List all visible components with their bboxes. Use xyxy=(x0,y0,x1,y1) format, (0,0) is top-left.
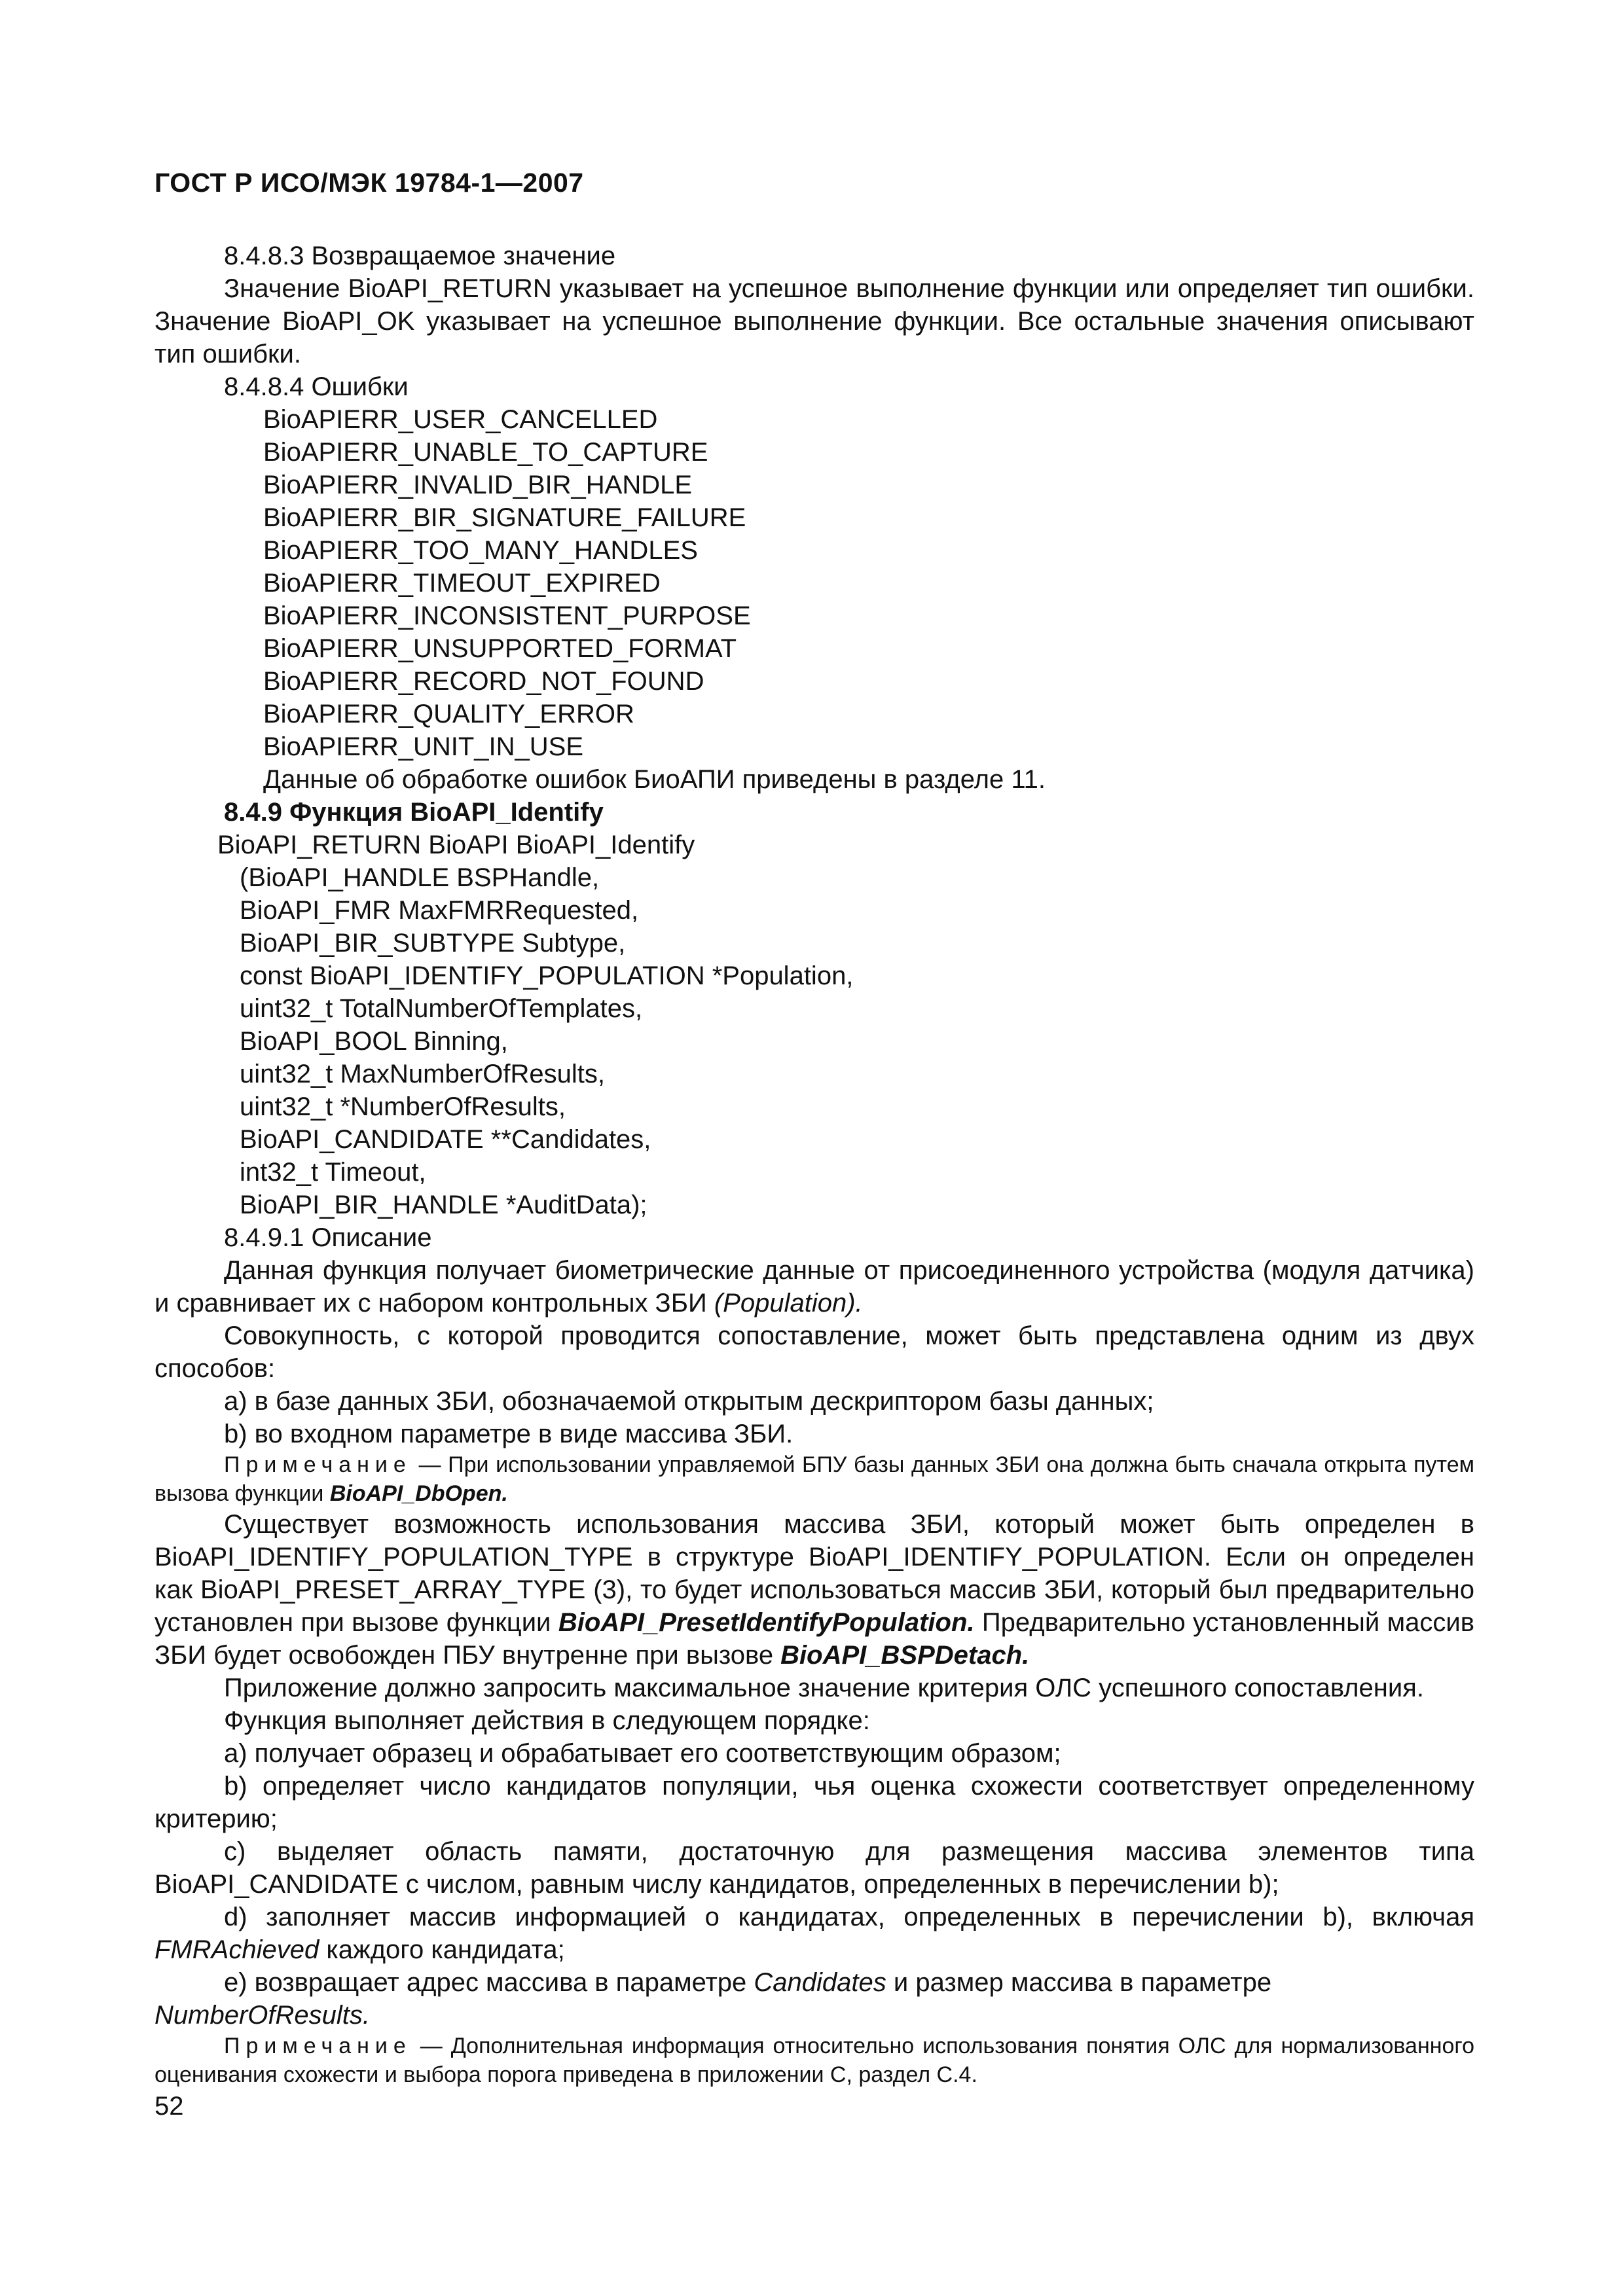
function-name: BioAPI_DbOpen. xyxy=(329,1481,508,1506)
option-b: b) во входном параметре в виде массива ЗБИ. xyxy=(224,1420,793,1448)
step-text: d) заполняет массив информацией о кандидатах, определенных в перечислении b), включая xyxy=(224,1903,1474,1931)
note-text: — При использовании управляемой БПУ базы данных ЗБИ она должна быть сначала открыта путем вызова функции xyxy=(155,1452,1474,1506)
step-text: каждого кандидата; xyxy=(319,1935,565,1964)
paragraph-text: Предварительно установленный массив ЗБИ будет освобожден ПБУ внутренне при вызове xyxy=(155,1608,1474,1670)
error-list xyxy=(155,403,1474,763)
parameter-line: BioAPI_BIR_SUBTYPE Subtype, xyxy=(240,929,626,958)
number-of-results-term: NumberOfResults. xyxy=(155,2001,370,2030)
note-text: — Дополнительная информация относительно использования понятия ОЛС для нормализованного оценивания схожести и выбора порога приведена в приложении С, раздел С.4. xyxy=(155,2034,1474,2087)
parameter-line: BioAPI_CANDIDATE **Candidates, xyxy=(240,1125,651,1154)
parameter-line: int32_t Timeout, xyxy=(240,1158,426,1187)
parameter-line: uint32_t *NumberOfResults, xyxy=(240,1092,566,1121)
parameter-line: BioAPI_BOOL Binning, xyxy=(240,1027,508,1056)
error-item: BioAPIERR_INVALID_BIR_HANDLE xyxy=(263,471,693,499)
section-8483-heading: 8.4.8.3 Возвращаемое значение xyxy=(224,242,616,270)
section-8483-body: Значение BioAPI_RETURN указывает на успешное выполнение функции или определяет тип ошибки. Значение BioAPI_OK указывает на успешное выполнение функции. Все остальные значения описывают тип ошибки. xyxy=(155,274,1474,368)
note-label: Примечание xyxy=(224,1452,412,1477)
note-fmr xyxy=(155,2032,1474,2089)
document-header: ГОСТ Р ИСО/МЭК 19784-1—2007 xyxy=(155,168,584,198)
error-item: BioAPIERR_UNSUPPORTED_FORMAT xyxy=(263,634,737,663)
description-paragraph xyxy=(155,1254,1474,1319)
parameter-line: BioAPI_BIR_HANDLE *AuditData); xyxy=(240,1191,647,1219)
error-item: BioAPIERR_TOO_MANY_HANDLES xyxy=(263,536,698,565)
error-item: BioAPIERR_TIMEOUT_EXPIRED xyxy=(263,569,661,598)
parameter-list xyxy=(155,861,1474,1221)
section-849-heading: 8.4.9 Функция BioAPI_Identify xyxy=(224,798,604,827)
function-signature: BioAPI_RETURN BioAPI BioAPI_Identify xyxy=(217,831,695,859)
error-handling-note: Данные об обработке ошибок БиоАПИ приведены в разделе 11. xyxy=(263,765,1046,794)
section-8484-heading: 8.4.8.4 Ошибки xyxy=(224,372,409,401)
population-term: (Population). xyxy=(714,1289,863,1318)
preset-array-paragraph xyxy=(155,1508,1474,1672)
fmr-request-paragraph: Приложение должно запросить максимальное значение критерия ОЛС успешного сопоставления. xyxy=(224,1674,1424,1702)
error-item: BioAPIERR_UNIT_IN_USE xyxy=(263,732,584,761)
function-name: BioAPI_BSPDetach. xyxy=(780,1641,1030,1670)
step-text: е) возвращает адрес массива в параметре xyxy=(224,1968,754,1997)
error-item: BioAPIERR_INCONSISTENT_PURPOSE xyxy=(263,601,751,630)
error-item: BioAPIERR_RECORD_NOT_FOUND xyxy=(263,667,704,696)
step-text: и размер массива в параметре xyxy=(886,1968,1272,1997)
section-8491-heading: 8.4.9.1 Описание xyxy=(224,1223,432,1252)
note-dbopen xyxy=(155,1450,1474,1508)
parameter-line: BioAPI_FMR MaxFMRRequested, xyxy=(240,896,639,925)
step-d xyxy=(155,1901,1474,1966)
error-item: BioAPIERR_QUALITY_ERROR xyxy=(263,700,634,728)
function-name: BioAPI_PresetIdentifyPopulation. xyxy=(558,1608,975,1637)
parameter-line: (BioAPI_HANDLE BSPHandle, xyxy=(240,863,600,892)
option-a: а) в базе данных ЗБИ, обозначаемой открытым дескриптором базы данных; xyxy=(224,1387,1154,1416)
error-item: BioAPIERR_USER_CANCELLED xyxy=(263,405,658,434)
parameter-line: uint32_t MaxNumberOfResults, xyxy=(240,1060,606,1088)
step-b: b) определяет число кандидатов популяции, чья оценка схожести соответствует определенному критерию; xyxy=(155,1772,1474,1833)
parameter-line: const BioAPI_IDENTIFY_POPULATION *Population, xyxy=(240,961,854,990)
population-paragraph: Совокупность, с которой проводится сопоставление, может быть представлена одним из двух способов: xyxy=(155,1321,1474,1383)
description-text: Данная функция получает биометрические данные от присоединенного устройства (модуля датчика) и сравнивает их с набором контрольных ЗБИ xyxy=(155,1256,1474,1318)
step-e xyxy=(155,1966,1474,2032)
candidates-term: Candidates xyxy=(754,1968,886,1997)
step-c: c) выделяет область памяти, достаточную для размещения массива элементов типа BioAPI_CANDIDATE с числом, равным числу кандидатов, определенных в перечислении b); xyxy=(155,1837,1474,1899)
error-item: BioAPIERR_BIR_SIGNATURE_FAILURE xyxy=(263,503,746,532)
steps-intro: Функция выполняет действия в следующем порядке: xyxy=(224,1706,870,1735)
fmr-achieved-term: FMRAchieved xyxy=(155,1935,319,1964)
page-number: 52 xyxy=(155,2092,184,2121)
note-label: Примечание xyxy=(224,2034,412,2058)
paragraph-text: Существует возможность использования массива ЗБИ, который может быть определен в BioAPI_IDENTIFY_POPULATION_TYPE в структуре BioAPI_IDENTIFY_POPULATION. Если он определен как BioAPI_PRESET_ARRAY_TYPE (3), то будет использоваться массив ЗБИ, который был предварительно установлен при вызове функции xyxy=(155,1510,1474,1637)
step-a: а) получает образец и обрабатывает его соответствующим образом; xyxy=(224,1739,1061,1768)
parameter-line: uint32_t TotalNumberOfTemplates, xyxy=(240,994,643,1023)
document-body xyxy=(155,240,1474,2089)
error-item: BioAPIERR_UNABLE_TO_CAPTURE xyxy=(263,438,708,467)
